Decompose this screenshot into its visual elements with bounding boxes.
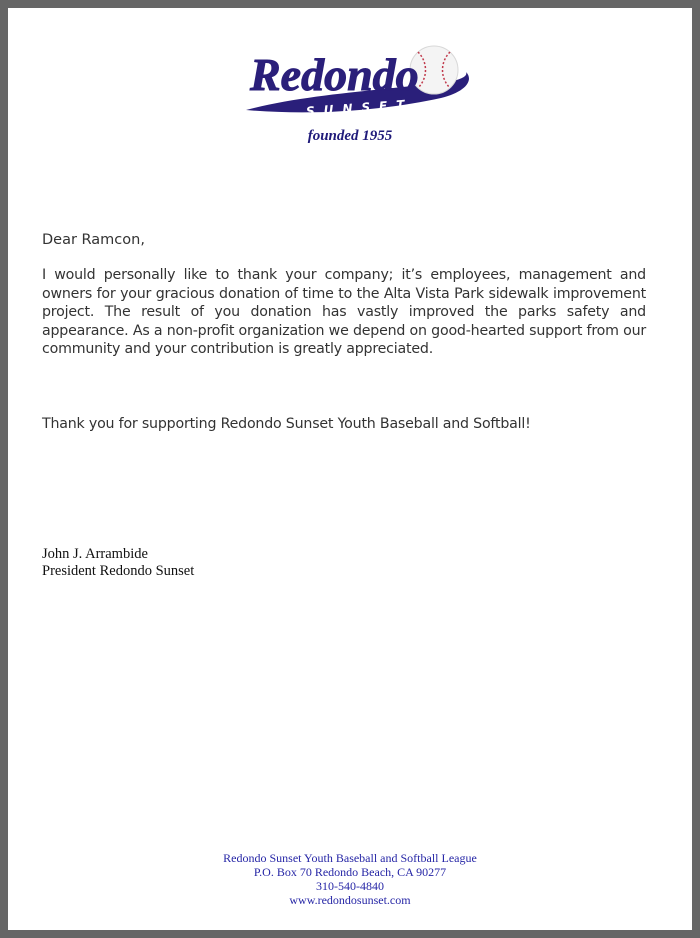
signature-name: John J. Arrambide [42, 546, 148, 562]
letter-page [8, 8, 692, 930]
footer-address: P.O. Box 70 Redondo Beach, CA 90277 [253, 865, 447, 879]
logo-graphic-icon [236, 32, 476, 132]
footer-phone: 310-540-4840 [316, 879, 384, 893]
founded-tagline: founded 1955 [307, 128, 393, 144]
letter-body-paragraph: I would personally like to thank your company; it’s employees, management and owners for your gracious donation of time to the Alta Vista Park sidewalk improvement project. The result of you donation has vastly improved the parks safety and appearance. As a non-profit organization we depend on good-hearted support from our community and your contribution is greatly appreciated. [42, 267, 646, 357]
signature-title: President Redondo Sunset [42, 563, 195, 579]
svg-text:SUNSET: SUNSET [305, 97, 414, 119]
salutation: Dear Ramcon, [42, 232, 145, 248]
footer-org-name: Redondo Sunset Youth Baseball and Softball League [223, 851, 477, 865]
footer-contact [8, 851, 692, 907]
redondo-sunset-logo [236, 32, 476, 132]
footer-website-link[interactable]: www.redondosunset.com [289, 893, 411, 907]
svg-text:Redondo: Redondo [250, 49, 419, 100]
signature-block [42, 546, 194, 580]
closing-thanks: Thank you for supporting Redondo Sunset Youth Baseball and Softball! [42, 416, 531, 432]
